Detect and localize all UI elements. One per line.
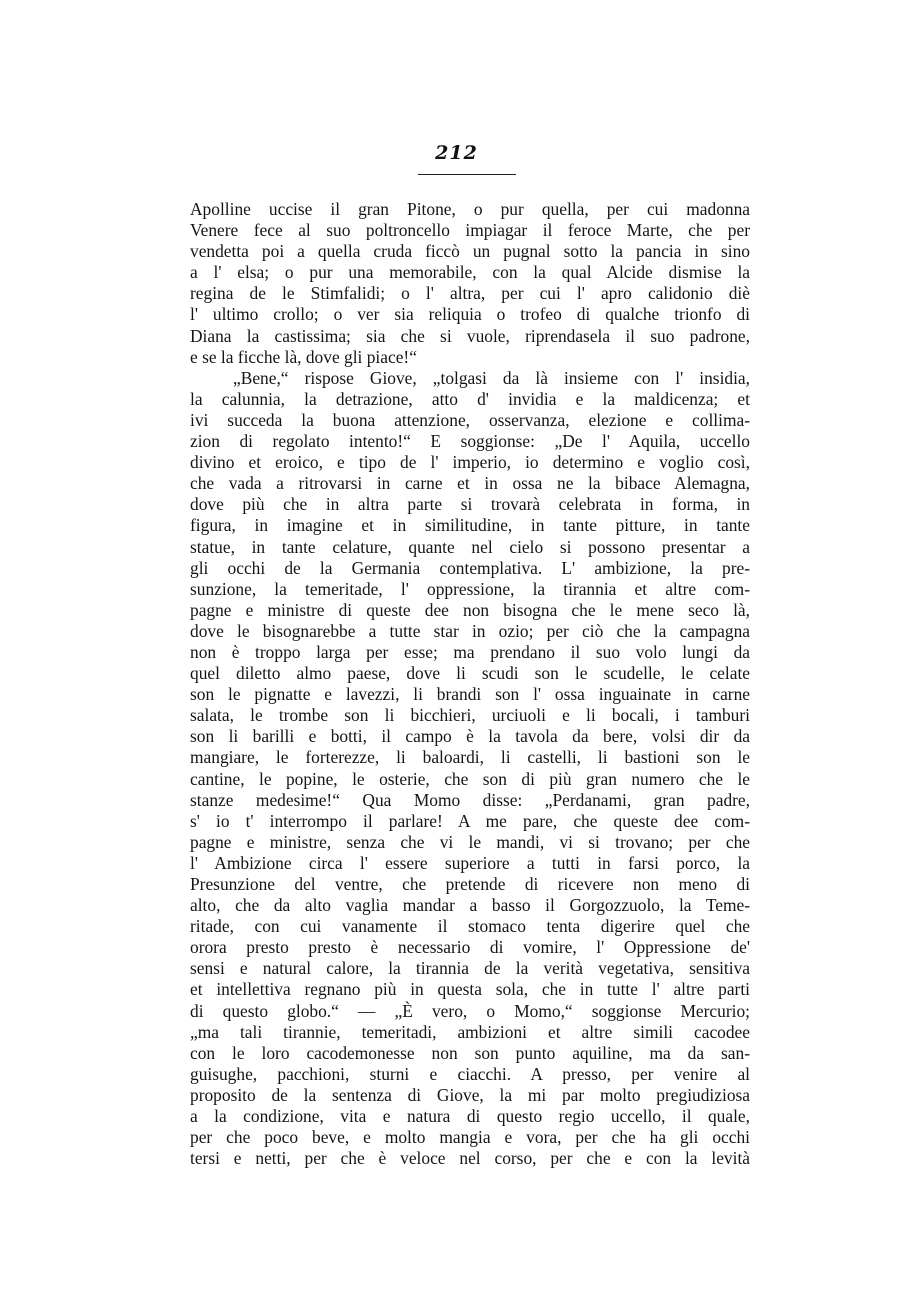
text-line: figura, in imagine et in similitudine, in tante pitture, in tante (190, 515, 750, 536)
text-line: „Bene,“ rispose Giove, „tolgasi da là insieme con l' insidia, (233, 367, 750, 388)
text-line: pagne e ministre di queste dee non bisogna che le mene seco là, (190, 599, 750, 620)
text-line: statue, in tante celature, quante nel cielo si possono presentar a (190, 536, 750, 557)
body-text (190, 199, 750, 1169)
text-line: Venere fece al suo poltroncello impiagar il feroce Marte, che per (190, 220, 750, 241)
text-line: „ma tali tirannie, temeritadi, ambizioni et altre simili cacodee (190, 1021, 750, 1042)
text-line: di questo globo.“ — „È vero, o Momo,“ soggionse Mercurio; (190, 1000, 750, 1021)
text-line: ritade, con cui vanamente il stomaco tenta digerire quel che (190, 916, 750, 937)
text-line: divino et eroico, e tipo de l' imperio, io determino e voglio così, (190, 452, 750, 473)
text-line: Apolline uccise il gran Pitone, o pur quella, per cui madonna (190, 199, 750, 219)
text-line: gli occhi de la Germania contemplativa. L' ambizione, la pre- (190, 557, 750, 578)
text-line: proposito de la sentenza di Giove, la mi par molto pregiudiziosa (190, 1084, 750, 1105)
text-line: sunzione, la temeritade, l' oppressione, la tirannia et altre com- (190, 578, 750, 599)
text-line: regina de le Stimfalidi; o l' altra, per cui l' apro calidonio diè (190, 283, 750, 304)
text-line: s' io t' interrompo il parlare! A me pare, che queste dee com- (190, 810, 750, 831)
text-line: con le loro cacodemonesse non son punto aquiline, ma da san- (190, 1042, 750, 1063)
text-line: dove le bisognarebbe a tutte star in ozio; per ciò che la campagna (190, 620, 750, 641)
text-line: alto, che da alto vaglia mandar a basso il Gorgozzuolo, la Teme- (190, 895, 750, 916)
text-line: cantine, le popine, le osterie, che son di più gran numero che le (190, 768, 750, 789)
header-rule (418, 174, 516, 175)
text-line: vendetta poi a quella cruda ficcò un pugnal sotto la pancia in sino (190, 241, 750, 262)
text-line: che vada a ritrovarsi in carne et in ossa ne la bibace Alemagna, (190, 473, 750, 494)
text-line: pagne e ministre, senza che vi le mandi, vi si trovano; per che (190, 831, 750, 852)
text-line: et intellettiva regnano più in questa sola, che in tutte l' altre parti (190, 979, 750, 1000)
text-line: l' ultimo crollo; o ver sia reliquia o trofeo di qualche trionfo di (190, 304, 750, 325)
text-line: per che poco beve, e molto mangia e vora, per che ha gli occhi (190, 1127, 750, 1148)
text-line: sensi e natural calore, la tirannia de la verità vegetativa, sensitiva (190, 958, 750, 979)
text-line: tersi e netti, per che è veloce nel corso, per che e con la levità (190, 1148, 750, 1169)
text-line: zion di regolato intento!“ E soggionse: „De l' Aquila, uccello (190, 431, 750, 452)
text-line: orora presto presto è necessario di vomire, l' Oppressione de' (190, 937, 750, 958)
text-line: a l' elsa; o pur una memorabile, con la qual Alcide dismise la (190, 262, 750, 283)
text-line: son le pignatte e lavezzi, li brandi son l' ossa inguainate in carne (190, 684, 750, 705)
text-line: salata, le trombe son li bicchieri, urciuoli e li bocali, i tamburi (190, 705, 750, 726)
text-line: e se la ficche là, dove gli piace!“ (190, 346, 417, 367)
text-line: guisughe, pacchioni, sturni e ciacchi. A presso, per venire al (190, 1063, 750, 1084)
text-line: son li barilli e botti, il campo è la tavola da bere, volsi dir da (190, 726, 750, 747)
text-line: l' Ambizione circa l' essere superiore a tutti in farsi porco, la (190, 852, 750, 873)
text-line: mangiare, le forterezze, li baloardi, li castelli, li bastioni son le (190, 747, 750, 768)
text-line: quel diletto almo paese, dove li scudi son le scudelle, le celate (190, 663, 750, 684)
text-line: ivi succeda la buona attenzione, osservanza, elezione e collima- (190, 409, 750, 430)
text-line: Diana la castissima; sia che si vuole, riprendasela il suo padrone, (190, 325, 750, 346)
text-line: Presunzione del ventre, che pretende di ricevere non meno di (190, 874, 750, 894)
text-line: la calunnia, la detrazione, atto d' invidia e la maldicenza; et (190, 388, 750, 409)
text-line: non è troppo larga per esse; ma prendano il suo volo lungi da (190, 641, 750, 662)
page-number: 212 (435, 142, 478, 164)
text-line: dove più che in altra parte si trovarà celebrata in forma, in (190, 494, 750, 515)
text-line: stanze medesime!“ Qua Momo disse: „Perdanami, gran padre, (190, 789, 750, 810)
text-line: a la condizione, vita e natura di questo regio uccello, il quale, (190, 1106, 750, 1127)
